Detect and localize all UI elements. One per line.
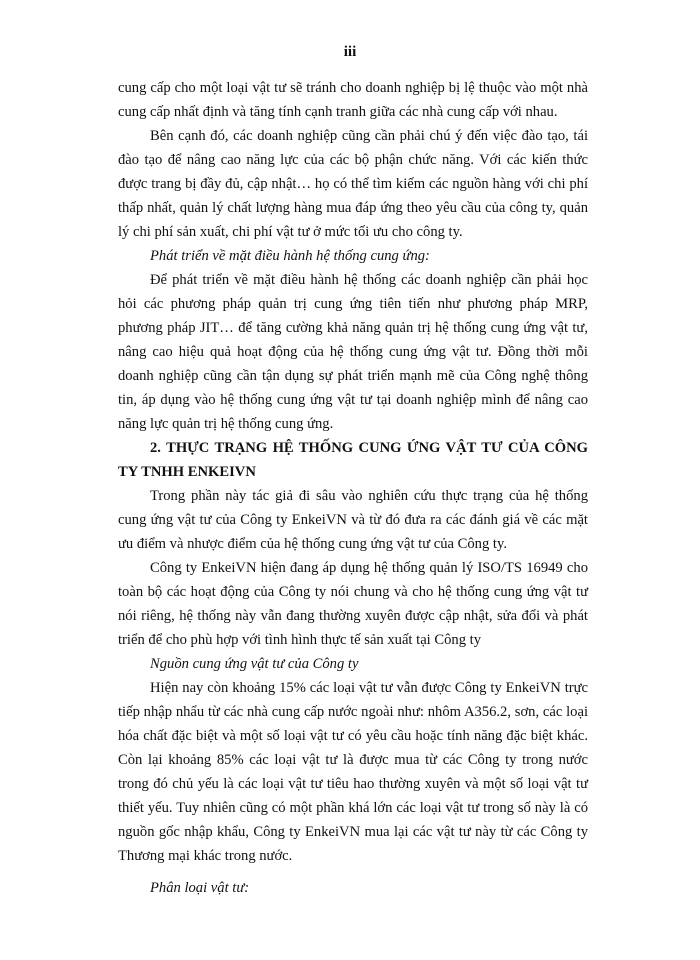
- paragraph-management-methods: Để phát triển về mặt điều hành hệ thống các doanh nghiệp cần phải học hỏi các phương pháp quản trị cung ứng tiên tiến như phương pháp MRP, phương pháp JIT… để tăng cường khả năng quản trị hệ thống cung ứng vật tư, nâng cao hiệu quả hoạt động của hệ thống cung ứng vật tư. Đồng thời mỗi doanh nghiệp cũng cần tận dụng sự phát triển mạnh mẽ của Công nghệ thông tin, áp dụng vào hệ thống cung ứng vật tư tại doanh nghiệp mình để nâng cao năng lực quản trị hệ thống cung ứng.: [118, 272, 588, 432]
- subheading-supply-sources: Nguồn cung ứng vật tư của Công ty: [150, 656, 359, 672]
- paragraph-training: Bên cạnh đó, các doanh nghiệp cũng cần phải chú ý đến việc đào tạo, tái đào tạo để nâng cao năng lực của các bộ phận chức năng. Với các kiến thức được trang bị đầy đủ, cập nhật… họ có thể tìm kiếm các nguồn hàng với chi phí thấp nhất, quản lý chất lượng hàng mua đáp ứng theo yêu cầu của công ty, quản lý chi phí sản xuất, chi phí vật tư ở mức tối ưu cho công ty.: [118, 128, 588, 240]
- subheading-management-development: Phát triển về mặt điều hành hệ thống cung ứng:: [150, 248, 430, 264]
- paragraph-research-scope: Trong phần này tác giả đi sâu vào nghiên cứu thực trạng của hệ thống cung ứng vật tư của Công ty EnkeiVN và từ đó đưa ra các đánh giá về các mặt ưu điểm và nhược điểm của hệ thống cung ứng vật tư của Công ty.: [118, 488, 588, 552]
- section-heading-2: 2. THỰC TRẠNG HỆ THỐNG CUNG ỨNG VẬT TƯ CỦA CÔNG TY TNHH ENKEIVN: [118, 440, 588, 480]
- paragraph-supplier-continuation: cung cấp cho một loại vật tư sẽ tránh cho doanh nghiệp bị lệ thuộc vào một nhà cung cấp nhất định và tăng tính cạnh tranh giữa các nhà cung cấp với nhau.: [118, 80, 588, 120]
- paragraph-supply-sources: Hiện nay còn khoảng 15% các loại vật tư vẫn được Công ty EnkeiVN trực tiếp nhập nhẩu từ các nhà cung cấp nước ngoài như: nhôm A356.2, sơn, các loại hóa chất đặc biệt và một số loại vật tư có yêu cầu hoặc tính năng đặc biệt khác. Còn lại khoảng 85% các loại vật tư là được mua từ các Công ty trong nước trong đó chủ yếu là các loại vật tư tiêu hao thường xuyên và một số loại vật tư thiết yếu. Tuy nhiên cũng có một phần khá lớn các loại vật tư trong số này là có nguồn gốc nhập khẩu, Công ty EnkeiVN mua lại các vật tư này từ các Công ty Thương mại khác trong nước.: [118, 680, 588, 864]
- page-number: iii: [343, 44, 357, 60]
- subheading-material-classification: Phân loại vật tư:: [150, 880, 250, 896]
- paragraph-iso-system: Công ty EnkeiVN hiện đang áp dụng hệ thống quản lý ISO/TS 16949 cho toàn bộ các hoạt động của Công ty nói chung và cho hệ thống cung ứng vật tư nói riêng, hệ thống này vẫn đang thường xuyên được cập nhật, sửa đổi và phát triển để cho phù hợp với tình hình thực tế sản xuất tại Công ty: [118, 560, 588, 648]
- document-body: [118, 76, 588, 900]
